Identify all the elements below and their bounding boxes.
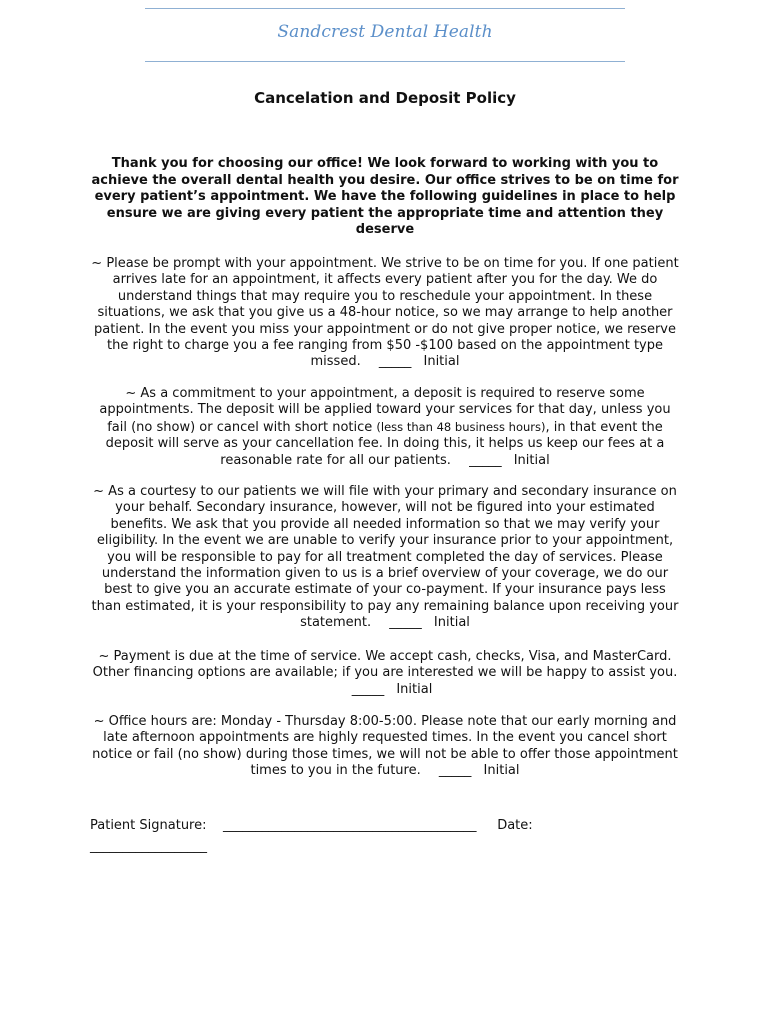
initial-blank: _____ xyxy=(389,615,422,631)
paragraph-note: (less than 48 business hours) xyxy=(376,419,546,434)
initial-blank: _____ xyxy=(378,354,412,370)
initial-label: Initial xyxy=(513,452,550,468)
paragraph-text: , in that event the deposit will serve as your cancellation fee. In doing this, it helps us keep our fees at a reasonable rate for all our patients. xyxy=(105,419,665,468)
date-row xyxy=(90,839,207,854)
paragraph-text: ~ Office hours are: Monday - Thursday 8:00-5:00. Please note that our early morning and late afternoon appointments are highly requested times. In the event you cancel short notice or fail (no show) during those times, we will not be able to offer those appointment times to you in the future. xyxy=(92,714,678,779)
paragraph-text: ~ As a commitment to your appointment, a deposit is required to reserve some appointments. The deposit will be applied toward your services for that day, unless you fail (no show) or cancel with short notice xyxy=(99,386,671,435)
date-line[interactable]: __________________ xyxy=(90,839,207,854)
initial-label: Initial xyxy=(433,615,470,631)
paragraph-text: ~ As a courtesy to our patients we will file with your primary and secondary insurance on your behalf. Secondary insurance, however, will not be figured into your estimated benefits. We ask that you provide all needed information so that we may verify your eligibility. In the event we are unable to verify your insurance prior to your appointment, you will be responsible to pay for all treatment completed the day of services. Please understand the information given to us is a brief overview of your coverage, we do our best to give you an accurate estimate of your co-payment. If your insurance pays less than estimated, it is your responsibility to pay any remaining balance upon receiving your statement. xyxy=(91,484,679,631)
paragraph-text: ~ Please be prompt with your appointment. We strive to be on time for you. If one patient arrives late for an appointment, it affects every patient after you for the day. We do understand things that may require you to reschedule your appointment. In these situations, we ask that you give us a 48-hour notice, so we may arrange to help another patient. In the event you miss your appointment or do not give proper notice, we reserve the right to charge you a fee ranging from $50 -$100 based on the appointment type missed. xyxy=(91,256,679,370)
policy-paragraph-payment xyxy=(88,649,682,698)
signature-row xyxy=(90,818,533,833)
page-title: Cancelation and Deposit Policy xyxy=(254,89,516,107)
patient-signature-label: Patient Signature: xyxy=(90,818,207,833)
initial-blank: _____ xyxy=(469,452,502,468)
paragraph-text: ~ Payment is due at the time of service. We accept cash, checks, Visa, and MasterCard. Other financing options are available; if you are interested we will be happy to assist you. xyxy=(92,649,678,681)
initial-label: Initial xyxy=(396,681,433,697)
initial-blank: _____ xyxy=(351,681,385,697)
initial-blank: _____ xyxy=(438,763,472,779)
initial-label: Initial xyxy=(423,354,460,370)
policy-paragraph-deposit xyxy=(88,386,682,469)
patient-signature-line[interactable]: _______________________________________ xyxy=(223,818,477,833)
policy-paragraph-office-hours xyxy=(88,714,682,780)
policy-paragraph-late-arrival xyxy=(88,256,682,371)
initial-label: Initial xyxy=(483,763,520,779)
intro-paragraph: Thank you for choosing our office! We look forward to working with you to achieve the overall dental health you desire. Our office strives to be on time for every patient’s appointment. We have the following guidelines in place to help ensure we are giving every patient the appropriate time and attention they deserve xyxy=(91,156,679,238)
brand-name: Sandcrest Dental Health xyxy=(277,22,493,42)
header-rule-bottom xyxy=(145,61,625,62)
header-rule-top xyxy=(145,8,625,9)
policy-paragraph-insurance xyxy=(88,484,682,632)
date-label: Date: xyxy=(497,818,533,833)
